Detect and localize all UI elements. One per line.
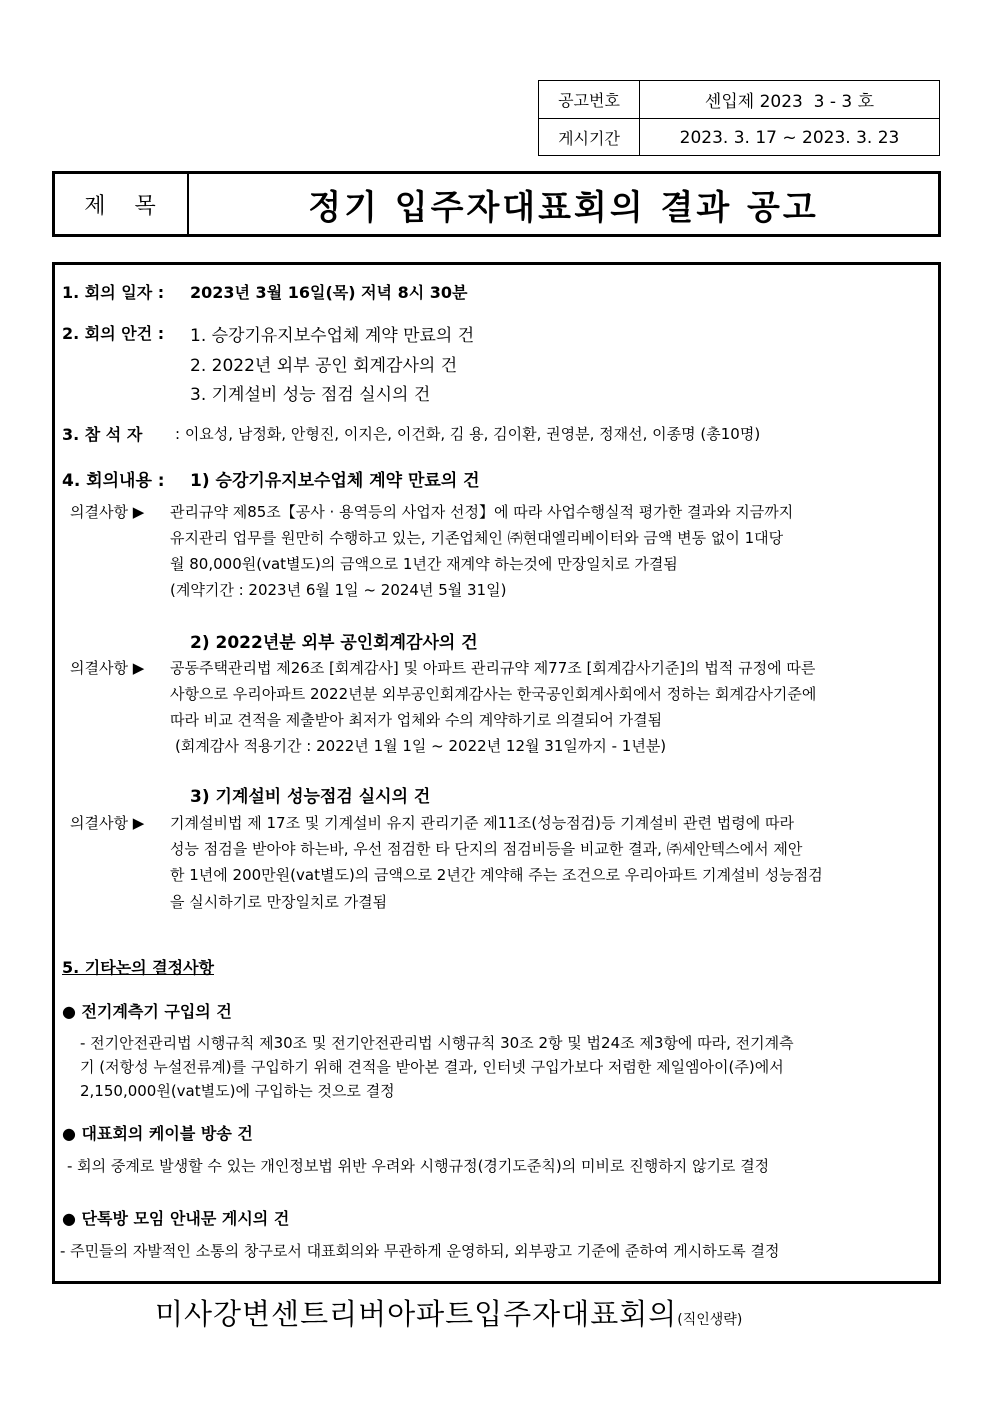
notice-number-label: 공고번호 xyxy=(539,81,640,118)
topic-3-line-2: 성능 점검을 받아야 하는바, 우선 점검한 타 단지의 점검비등을 비교한 결과, ㈜세안텍스에서 제안 xyxy=(170,840,803,858)
posting-period-value: 2023. 3. 17 ~ 2023. 3. 23 xyxy=(679,127,900,148)
topic-1-line-1: 관리규약 제85조【공사 · 용역등의 사업자 선정】에 따라 사업수행실적 평가한 결과와 지금까지 xyxy=(170,503,794,521)
agenda-item-3: 3. 기계설비 성능 점검 실시의 건 xyxy=(190,385,431,405)
topic-2-line-1: 공동주택관리법 제26조 [회계감사] 및 아파트 관리규약 제77조 [회계감사기준]의 법적 규정에 따른 xyxy=(170,659,816,677)
notice-number-value: 센입제 2023 3 - 3 호 xyxy=(704,92,875,112)
resolution-label-1: 의결사항 ▶ xyxy=(70,503,145,521)
other-item-3-line-1: - 주민들의 자발적인 소통의 창구로서 대표회의와 무관하게 운영하되, 외부광고 기준에 준하여 게시하도록 결정 xyxy=(60,1242,780,1260)
posting-period-label: 게시기간 xyxy=(539,119,640,156)
topic-1-heading: 1) 승강기유지보수업체 계약 만료의 건 xyxy=(190,471,480,491)
other-item-3-heading: ● 단톡방 모임 안내문 게시의 건 xyxy=(62,1209,290,1228)
section5-label: 5. 기타논의 결정사항 xyxy=(62,958,214,977)
topic-1-line-2: 유지관리 업무를 원만히 수행하고 있는, 기존업체인 ㈜현대엘리베이터와 금액 변동 없이 1대당 xyxy=(170,529,784,547)
notice-info-table xyxy=(538,80,940,156)
resolution-label-3: 의결사항 ▶ xyxy=(70,814,145,832)
title-box xyxy=(52,171,941,237)
other-item-2-line-1: - 회의 중계로 발생할 수 있는 개인정보법 위반 우려와 시행규정(경기도준칙)의 미비로 진행하지 않기로 결정 xyxy=(67,1157,770,1175)
topic-2-line-4: (회계감사 적용기간 : 2022년 1월 1일 ~ 2022년 12월 31일까지 - 1년분) xyxy=(175,737,667,755)
topic-3-line-4: 을 실시하기로 만장일치로 가결됨 xyxy=(170,893,388,911)
section1-label: 1. 회의 일자 : xyxy=(62,283,165,302)
footer-signature xyxy=(155,1292,742,1333)
other-item-1-line-1: - 전기안전관리법 시행규칙 제30조 및 전기안전관리법 시행규칙 30조 2항 및 법24조 제3항에 따라, 전기계측 xyxy=(80,1034,794,1052)
meeting-date: 2023년 3월 16일(목) 저녁 8시 30분 xyxy=(190,283,468,302)
other-item-2-heading: ● 대표회의 케이블 방송 건 xyxy=(62,1124,253,1143)
section4-label: 4. 회의내용 : xyxy=(62,471,165,491)
topic-3-line-3: 한 1년에 200만원(vat별도)의 금액으로 2년간 계약해 주는 조건으로 우리아파트 기계설비 성능점검 xyxy=(170,866,823,884)
topic-2-heading: 2) 2022년분 외부 공인회계감사의 건 xyxy=(190,633,478,653)
topic-3-heading: 3) 기계설비 성능점검 실시의 건 xyxy=(190,787,431,807)
agenda-item-1: 1. 승강기유지보수업체 계약 만료의 건 xyxy=(190,326,475,346)
topic-1-line-3: 월 80,000원(vat별도)의 금액으로 1년간 재계약 하는것에 만장일치로 가결됨 xyxy=(170,555,678,573)
attendees: : 이요성, 남정화, 안형진, 이지은, 이건화, 김 용, 김이환, 권영분, 정재선, 이종명 (총10명) xyxy=(175,425,761,443)
other-item-1-line-3: 2,150,000원(vat별도)에 구입하는 것으로 결정 xyxy=(80,1082,395,1100)
topic-3-line-1: 기계설비법 제 17조 및 기계설비 유지 관리기준 제11조(성능점검)등 기계설비 관련 법령에 따라 xyxy=(170,814,794,832)
seal-note: (직인생략) xyxy=(677,1312,743,1328)
other-item-1-line-2: 기 (저항성 누설전류계)를 구입하기 위해 견적을 받아본 결과, 인터넷 구입가보다 저렴한 제일엠아이(주)에서 xyxy=(80,1058,784,1076)
section2-label: 2. 회의 안건 : xyxy=(62,324,165,343)
resolution-label-2: 의결사항 ▶ xyxy=(70,659,145,677)
topic-1-line-4: (계약기간 : 2023년 6월 1일 ~ 2024년 5월 31일) xyxy=(170,581,507,599)
notice-number-row xyxy=(539,81,939,118)
council-name: 미사강변센트리버아파트입주자대표회의 xyxy=(155,1297,678,1331)
section3-label: 3. 참 석 자 xyxy=(62,425,143,444)
topic-2-line-3: 따라 비교 견적을 제출받아 최저가 업체와 수의 계약하기로 의결되어 가결됨 xyxy=(170,711,663,729)
other-item-1-heading: ● 전기계측기 구입의 건 xyxy=(62,1002,232,1021)
content-box xyxy=(52,262,941,1284)
agenda-item-2: 2. 2022년 외부 공인 회계감사의 건 xyxy=(190,356,458,376)
page-title: 정기 입주자대표회의 결과 공고 xyxy=(308,187,819,228)
posting-period-row xyxy=(539,118,939,156)
topic-2-line-2: 사항으로 우리아파트 2022년분 외부공인회계감사는 한국공인회계사회에서 정하는 회계감사기준에 xyxy=(170,685,817,703)
title-label: 제 목 xyxy=(55,174,189,234)
